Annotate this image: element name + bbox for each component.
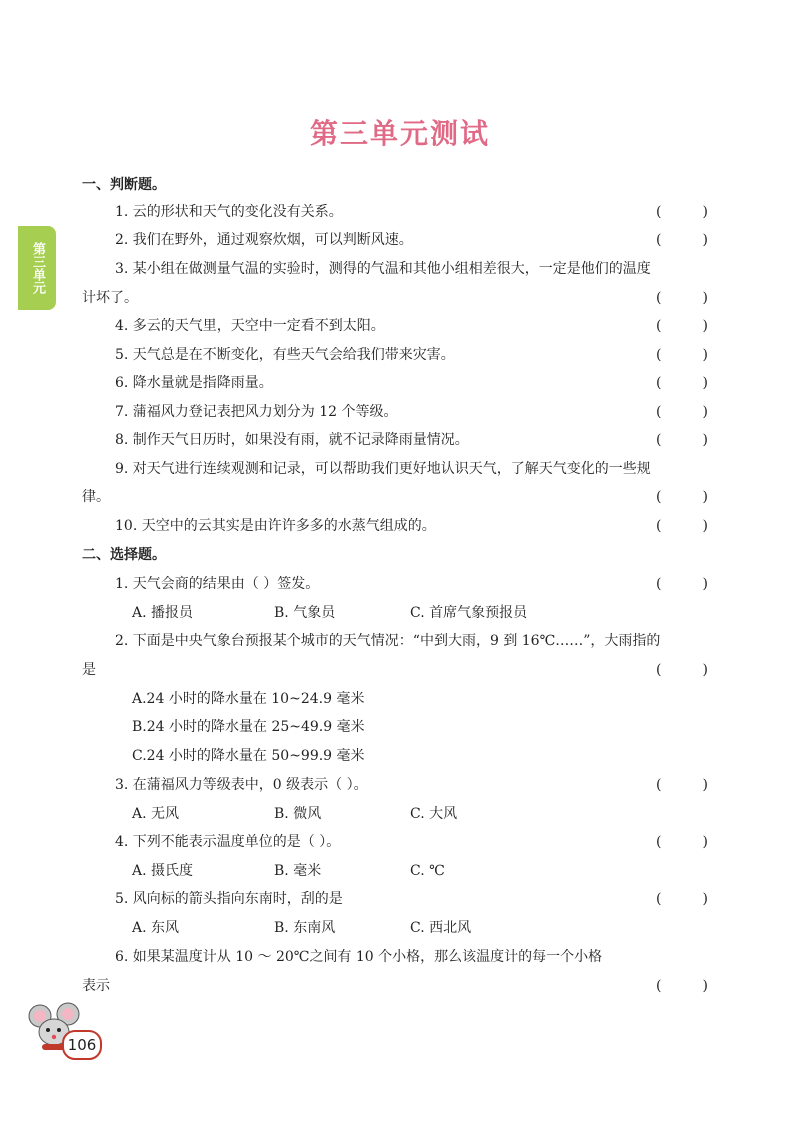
mc-question-2-cont: 是 [82, 662, 96, 678]
tf-question-1: 1. 云的形状和天气的变化没有关系。 [115, 204, 343, 220]
tf-question-9-cont: 律。 [82, 489, 110, 505]
section-heading-true-false: 一、判断题。 [82, 177, 166, 193]
tf-question-3-cont: 计坏了。 [82, 290, 138, 306]
answer-paren[interactable]: ( ) [656, 347, 708, 363]
answer-paren[interactable]: ( ) [656, 662, 708, 678]
mc2-option-b[interactable]: B.24 小时的降水量在 25~49.9 毫米 [132, 719, 365, 735]
unit-side-tab: 第三单元 [18, 226, 56, 310]
mc1-option-b[interactable]: B. 气象员 [274, 605, 336, 621]
mc-question-2: 2. 下面是中央气象台预报某个城市的天气情况：“中到大雨，9 到 16℃……”，大雨指的 [115, 633, 661, 649]
mc-question-4: 4. 下列不能表示温度单位的是（ ）。 [115, 834, 341, 850]
answer-paren[interactable]: ( ) [656, 834, 708, 850]
answer-paren[interactable]: ( ) [656, 432, 708, 448]
answer-paren[interactable]: ( ) [656, 375, 708, 391]
mc-question-6-cont: 表示 [82, 978, 110, 994]
tf-question-9: 9. 对天气进行连续观测和记录，可以帮助我们更好地认识天气，了解天气变化的一些规 [115, 461, 651, 477]
mc-question-1: 1. 天气会商的结果由（ ）签发。 [115, 576, 320, 592]
mc4-option-b[interactable]: B. 毫米 [274, 863, 322, 879]
answer-paren[interactable]: ( ) [656, 204, 708, 220]
mc3-option-a[interactable]: A. 无风 [132, 806, 180, 822]
section-heading-multiple-choice: 二、选择题。 [82, 547, 166, 563]
mc4-option-a[interactable]: A. 摄氏度 [132, 863, 194, 879]
answer-paren[interactable]: ( ) [656, 489, 708, 505]
page-title: 第三单元测试 [309, 117, 490, 150]
answer-paren[interactable]: ( ) [656, 978, 708, 994]
tf-question-6: 6. 降水量就是指降雨量。 [115, 375, 273, 391]
mc-question-3: 3. 在蒲福风力等级表中，0 级表示（ ）。 [115, 777, 368, 793]
answer-paren[interactable]: ( ) [656, 518, 708, 534]
answer-paren[interactable]: ( ) [656, 232, 708, 248]
answer-paren[interactable]: ( ) [656, 891, 708, 907]
tf-question-7: 7. 蒲福风力登记表把风力划分为 12 个等级。 [115, 404, 398, 420]
answer-paren[interactable]: ( ) [656, 290, 708, 306]
tf-question-10: 10. 天空中的云其实是由许许多多的水蒸气组成的。 [115, 518, 436, 534]
mc3-option-c[interactable]: C. 大风 [410, 806, 458, 822]
mc-question-5: 5. 风向标的箭头指向东南时，刮的是 [115, 891, 343, 907]
tf-question-2: 2. 我们在野外，通过观察炊烟，可以判断风速。 [115, 232, 413, 248]
mc1-option-c[interactable]: C. 首席气象预报员 [410, 605, 528, 621]
mc4-option-c[interactable]: C. ℃ [410, 863, 445, 879]
mc5-option-c[interactable]: C. 西北风 [410, 920, 472, 936]
tf-question-4: 4. 多云的天气里，天空中一定看不到太阳。 [115, 318, 385, 334]
tf-question-5: 5. 天气总是在不断变化，有些天气会给我们带来灾害。 [115, 347, 455, 363]
tf-question-3: 3. 某小组在做测量气温的实验时，测得的气温和其他小组相差很大，一定是他们的温度 [115, 261, 651, 277]
mc5-option-a[interactable]: A. 东风 [132, 920, 180, 936]
tf-question-8: 8. 制作天气日历时，如果没有雨，就不记录降雨量情况。 [115, 432, 469, 448]
mc2-option-c[interactable]: C.24 小时的降水量在 50~99.9 毫米 [132, 748, 365, 764]
mc3-option-b[interactable]: B. 微风 [274, 806, 322, 822]
answer-paren[interactable]: ( ) [656, 777, 708, 793]
mc1-option-a[interactable]: A. 播报员 [132, 605, 194, 621]
mc5-option-b[interactable]: B. 东南风 [274, 920, 336, 936]
page-number: 106 [62, 1030, 102, 1060]
mc-question-6: 6. 如果某温度计从 10 ～ 20℃之间有 10 个小格，那么该温度计的每一个小格 [115, 949, 603, 965]
answer-paren[interactable]: ( ) [656, 318, 708, 334]
mc2-option-a[interactable]: A.24 小时的降水量在 10~24.9 毫米 [132, 691, 365, 707]
answer-paren[interactable]: ( ) [656, 576, 708, 592]
answer-paren[interactable]: ( ) [656, 404, 708, 420]
